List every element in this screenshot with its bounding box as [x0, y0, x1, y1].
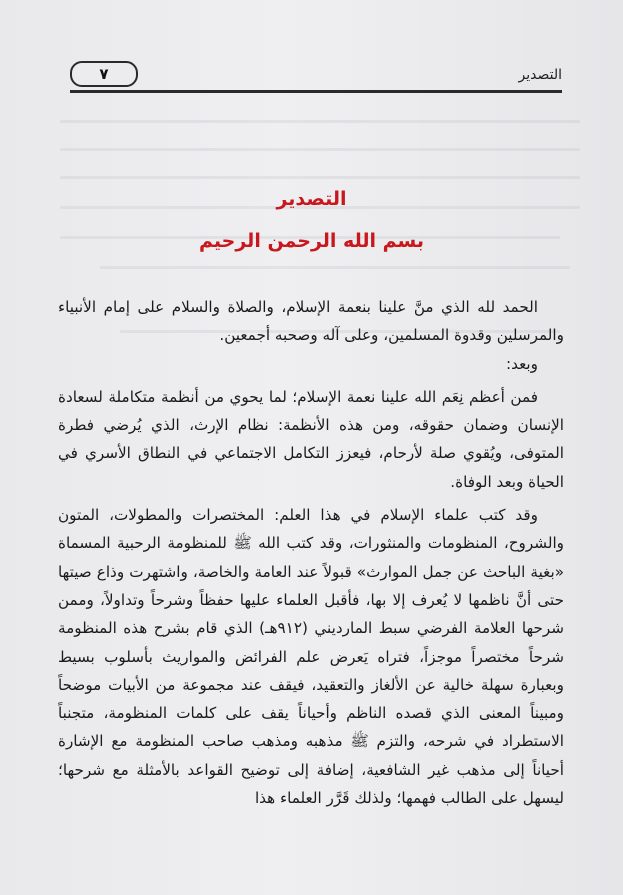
show-through-line [60, 176, 580, 179]
page-number: ٧ [99, 65, 109, 83]
running-header-title: التصدير [518, 67, 562, 83]
header-rule [70, 90, 562, 93]
show-through-line [60, 120, 580, 123]
chapter-title: التصدير [276, 188, 347, 210]
body-text [58, 293, 564, 812]
paragraph-islam-blessing: فمن أعظم نِعَم الله علينا نعمة الإسلام؛ لما يحوي من أنظمة متكاملة لسعادة الإنسان وضمان حقوقه، ومن هذه الأنظمة: نظام الإرث، الذي يُرضي فطرة المتوفى، ويُقوي صلة لأرحام، فيعزز التكامل الاجتماعي في النطاق الأسري في الحياة وبعد الوفاة. [58, 387, 564, 491]
paragraph-opening: الحمد لله الذي منَّ علينا بنعمة الإسلام، والصلاة والسلام على إمام الأنبياء والمرسلين وقدوة المسلمين، وعلى آله وصحبه أجمعين. [58, 298, 564, 345]
paragraph-wa-bad: وبعد: [506, 354, 538, 373]
show-through-line [60, 148, 580, 151]
running-header [70, 55, 562, 97]
paragraph-scholars: وقد كتب علماء الإسلام في هذا العلم: المختصرات والمطولات، المتون والشروح، المنظومات والمنثورات، وقد كتب الله ﷺ للمنظومة الرحبية المسماة «بغية الباحث عن جمل الموارث» قبولاً عند العامة والخاصة، واشتهرت وذاع صيتها حتى أنَّ ناظمها لا يُعرف إلا بها، فأقبل العلماء عليها حفظاً وشرحاً وتداولاً، وممن شرحها العلامة الفرضي سبط المارديني (٩١٢هـ) الذي قام بشرح هذه المنظومة شرحاً مختصراً موجزاً، فتراه يَعرض علم الفرائض والمواريث بأسلوب بسيط وبعبارة سهلة خالية عن الألغاز والتعقيد، فيقف عند مجموعة من الأبيات موضحاً ومبيناً المعنى الذي قصده الناظم وأحياناً يقف على كلمات المنظومة، متجنباً الاستطراد في شرحه، والتزم ﷺ مذهبه ومذهب صاحب المنظومة مع الإشارة أحياناً إلى مذهب غير الشافعية، إضافة إلى توضيح القواعد بالأمثلة مع شرحها؛ ليسهل على الطالب فهمها؛ ولذلك قَرَّر العلماء هذا [58, 506, 564, 808]
basmala-heading: بسم الله الرحمن الرحيم [199, 230, 424, 252]
page-number-badge [70, 61, 138, 87]
show-through-line [100, 266, 570, 269]
